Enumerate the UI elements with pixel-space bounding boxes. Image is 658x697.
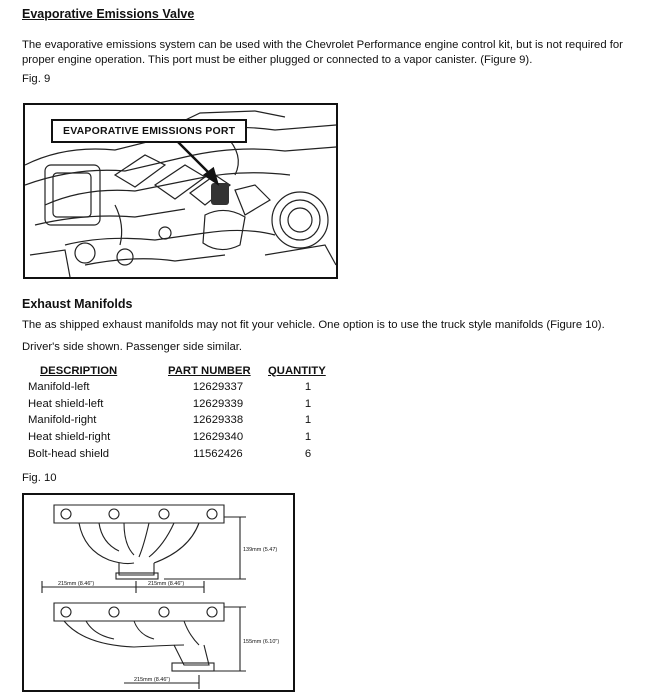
table-row	[22, 396, 348, 413]
cell-description: Manifold-right	[28, 414, 97, 427]
figure-10-label: Fig. 10	[22, 472, 57, 484]
section-title-exhaust: Exhaust Manifolds	[22, 297, 133, 311]
evap-paragraph: The evaporative emissions system can be used with the Chevrolet Performance engine control kit, but is not required for proper engine operation. This port must be either plugged or connected to a vapor canister. (Figure 9).	[22, 39, 623, 66]
cell-description: Manifold-left	[28, 381, 90, 394]
table-row	[22, 379, 348, 396]
cell-description: Heat shield-right	[28, 431, 111, 444]
dimension-215mm-right: 215mm (8.46")	[148, 581, 185, 587]
dimension-215mm-left: 215mm (8.46")	[58, 581, 95, 587]
cell-part-number: 12629337	[192, 381, 244, 394]
header-quantity: QUANTITY	[268, 364, 326, 377]
cell-part-number: 12629340	[192, 431, 244, 444]
parts-table	[22, 362, 348, 462]
cell-quantity: 1	[304, 414, 312, 427]
header-part-number: PART NUMBER	[168, 364, 251, 377]
figure-10-manifold-diagram	[22, 493, 295, 692]
dimension-139mm: 139mm (5.47)	[243, 547, 278, 553]
table-row	[22, 429, 348, 446]
table-row	[22, 412, 348, 429]
table-row	[22, 445, 348, 462]
figure-9-label: Fig. 9	[22, 73, 51, 85]
manifold-drawing	[24, 495, 293, 690]
exhaust-paragraph: The as shipped exhaust manifolds may not fit your vehicle. One option is to use the truck style manifolds (Figure 10).	[22, 319, 605, 331]
cell-quantity: 1	[304, 431, 312, 444]
exhaust-note: Driver's side shown. Passenger side similar.	[22, 341, 243, 353]
callout-evap-port: EVAPORATIVE EMISSIONS PORT	[51, 119, 247, 143]
dimension-155mm: 155mm (6.10")	[243, 639, 280, 645]
dimension-215mm-bottom: 215mm (8.46")	[134, 677, 171, 683]
cell-description: Heat shield-left	[28, 397, 104, 410]
cell-quantity: 1	[304, 397, 312, 410]
cell-part-number: 12629338	[192, 414, 244, 427]
cell-part-number: 12629339	[192, 397, 244, 410]
cell-quantity: 1	[304, 381, 312, 394]
section-title-evap: Evaporative Emissions Valve	[22, 7, 195, 21]
cell-description: Bolt-head shield	[28, 447, 110, 460]
cell-quantity: 6	[304, 447, 312, 460]
table-header-row	[22, 362, 348, 379]
cell-part-number: 11562426	[193, 447, 243, 460]
header-description: DESCRIPTION	[40, 364, 118, 377]
figure-9-engine-illustration	[23, 103, 338, 279]
